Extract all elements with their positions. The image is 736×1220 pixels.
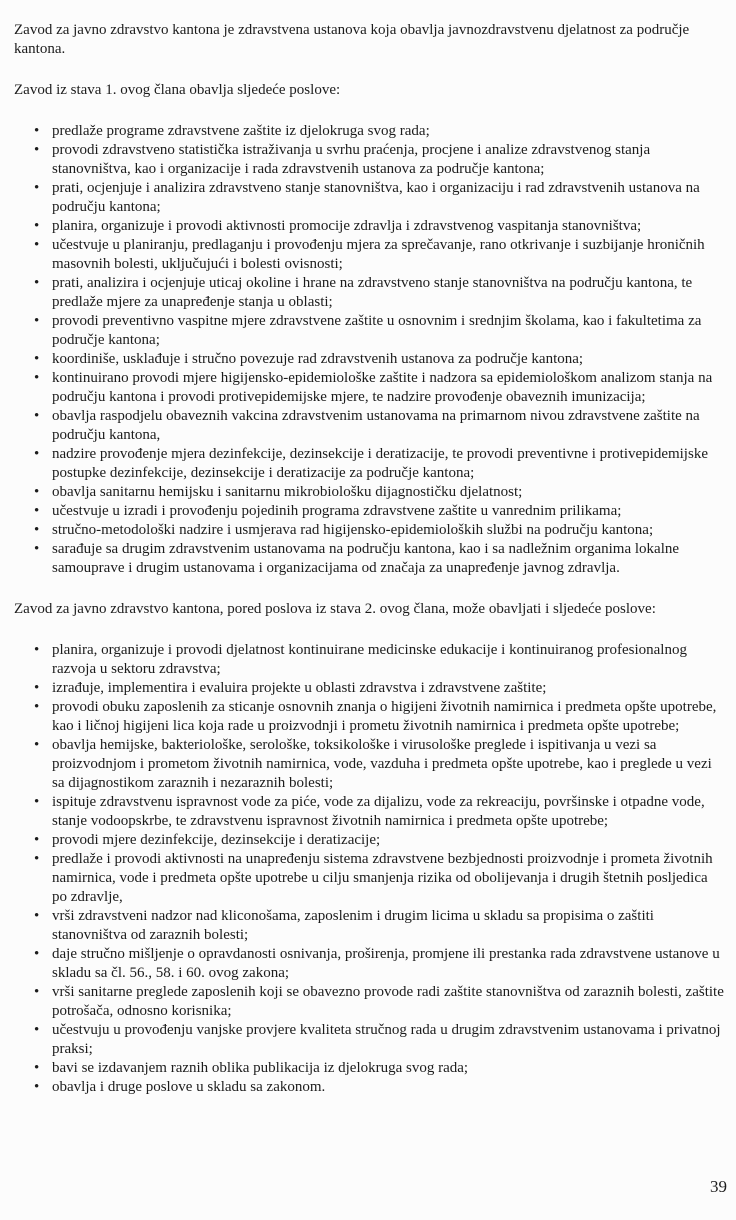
list-item: • vrši sanitarne preglede zaposlenih koji se obavezno provode radi zaštite stanovništva od zaraznih bolesti, zaštite potrošača, odnosno korisnika;: [52, 983, 724, 1021]
list-item: • vrši zdravstveni nadzor nad kliconošama, zaposlenim i drugim licima u skladu sa propisima o zaštiti stanovništva od zaraznih bolesti;: [52, 907, 724, 945]
list-item: • planira, organizuje i provodi aktivnosti promocije zdravlja i zdravstvenog vaspitanja stanovništva;: [52, 217, 724, 236]
list-item: • daje stručno mišljenje o opravdanosti osnivanja, proširenja, promjene ili prestanka rada zdravstvene ustanove u skladu sa čl. 56., 58. i 60. ovog zakona;: [52, 945, 724, 983]
list-item: • prati, ocjenjuje i analizira zdravstveno stanje stanovništva, kao i organizaciju i rad zdravstvenih ustanova na području kantona;: [52, 179, 724, 217]
list-item: • obavlja i druge poslove u skladu sa zakonom.: [52, 1078, 724, 1097]
list-item: • sarađuje sa drugim zdravstvenim ustanovama na području kantona, kao i sa nadležnim organima lokalne samouprave i drugim ustanovama i organizacijama od značaja za unapređenje javnog zdravlja.: [52, 540, 724, 578]
list-item: • provodi mjere dezinfekcije, dezinsekcije i deratizacije;: [52, 831, 724, 850]
list-item: • bavi se izdavanjem raznih oblika publikacija iz djelokruga svog rada;: [52, 1059, 724, 1078]
list-item: • ispituje zdravstvenu ispravnost vode za piće, vode za dijalizu, vode za rekreaciju, površinske i otpadne vode, stanje vodoopskrbe, te zdravstvenu ispravnost životnih namirnica i predmeta opšte upotrebe;: [52, 793, 724, 831]
list-item: • provodi zdravstveno statistička istraživanja u svrhu praćenja, procjene i analize zdravstvenog stanja stanovništva, kao i organizacije i rada zdravstvenih ustanova za područje kantona;: [52, 141, 724, 179]
list-item: • obavlja sanitarnu hemijsku i sanitarnu mikrobiološku dijagnostičku djelatnost;: [52, 483, 724, 502]
list-item: • obavlja raspodjelu obaveznih vakcina zdravstvenim ustanovama na primarnom nivou zdravstvene zaštite na području kantona,: [52, 407, 724, 445]
duties-list-1: [14, 122, 724, 578]
list-item: • stručno-metodološki nadzire i usmjerava rad higijensko-epidemioloških službi na području kantona;: [52, 521, 724, 540]
list-item: • predlaže programe zdravstvene zaštite iz djelokruga svog rada;: [52, 122, 724, 141]
intro-paragraph-3: Zavod za javno zdravstvo kantona, pored poslova iz stava 2. ovog člana, može obavljati i sljedeće poslove:: [14, 601, 656, 617]
list-item: • učestvuju u provođenju vanjske provjere kvaliteta stručnog rada u drugim zdravstvenim ustanovama i privatnoj praksi;: [52, 1021, 724, 1059]
list-item: • predlaže i provodi aktivnosti na unapređenju sistema zdravstvene bezbjednosti proizvodnje i prometa životnih namirnica, vode i predmeta opšte upotrebe u cilju smanjenja rizika od obolijevanja i drugih štetnih posljedica po zdravlje,: [52, 850, 724, 907]
list-item: • provodi preventivno vaspitne mjere zdravstvene zaštite u osnovnim i srednjim školama, kao i fakultetima za područje kantona;: [52, 312, 724, 350]
list-item: • obavlja hemijske, bakteriološke, serološke, toksikološke i virusološke preglede i ispitivanja u vezi sa proizvodnjom i prometom životnih namirnica, vode, vazduha i predmeta opšte upotrebe, kao i preglede u vezi sa dijagnostikom zaraznih i nezaraznih bolesti;: [52, 736, 724, 793]
list-item: • prati, analizira i ocjenjuje uticaj okoline i hrane na zdravstveno stanje stanovništva na području kantona, te predlaže mjere za unapređenje stanja u oblasti;: [52, 274, 724, 312]
list-item: • učestvuje u planiranju, predlaganju i provođenju mjera za sprečavanje, rano otkrivanje i suzbijanje hroničnih masovnih bolesti, uključujući i bolesti ovisnosti;: [52, 236, 724, 274]
duties-list-2: [14, 641, 724, 1097]
list-item: • učestvuje u izradi i provođenju pojedinih programa zdravstvene zaštite u vanrednim prilikama;: [52, 502, 724, 521]
list-item: • provodi obuku zaposlenih za sticanje osnovnih znanja o higijeni životnih namirnica i predmeta opšte upotrebe, kao i ličnoj higijeni lica koja rade u proizvodnji i prometu životnih namirnica i predmeta opšte upotrebe;: [52, 698, 724, 736]
list-item: • izrađuje, implementira i evaluira projekte u oblasti zdravstva i zdravstvene zaštite;: [52, 679, 724, 698]
page-number: 39: [710, 1177, 727, 1196]
list-item: • kontinuirano provodi mjere higijensko-epidemiološke zaštite i nadzora sa epidemiološkom analizom stanja na području kantona i provodi protivepidemijske mjere, te nadzire provođenje obaveznih imunizacija;: [52, 369, 724, 407]
list-item: • nadzire provođenje mjera dezinfekcije, dezinsekcije i deratizacije, te provodi preventivne i protivepidemijske postupke dezinfekcije, dezinsekcije i deratizacije za područje kantona;: [52, 445, 724, 483]
list-item: • planira, organizuje i provodi djelatnost kontinuirane medicinske edukacije i kontinuiranog profesionalnog razvoja u sektoru zdravstva;: [52, 641, 724, 679]
list-item: • koordiniše, usklađuje i stručno povezuje rad zdravstvenih ustanova za područje kantona;: [52, 350, 724, 369]
intro-paragraph-1: Zavod za javno zdravstvo kantona je zdravstvena ustanova koja obavlja javnozdravstvenu djelatnost za područje kantona.: [14, 22, 690, 57]
intro-paragraph-2: Zavod iz stava 1. ovog člana obavlja sljedeće poslove:: [14, 82, 341, 98]
